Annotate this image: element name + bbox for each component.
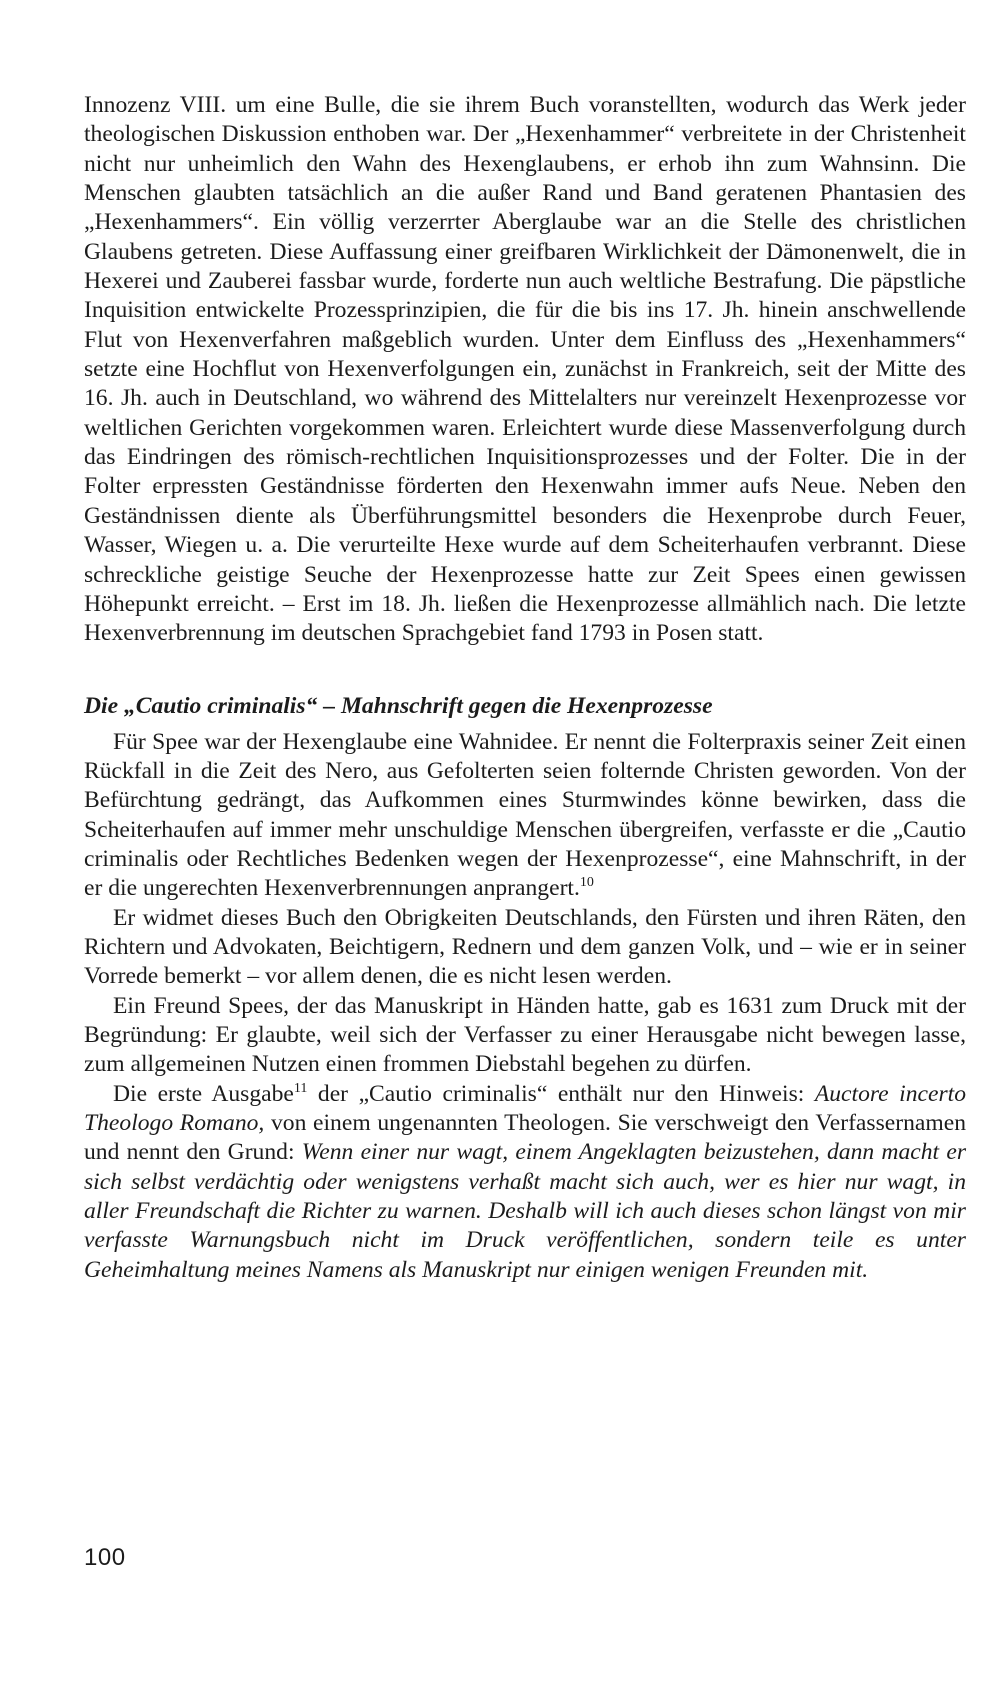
latin-quote: Auctore incerto Theologo Romano,	[84, 1080, 966, 1136]
paragraph-erste-ausgabe-start: Die erste Ausgabe	[113, 1080, 294, 1107]
paragraph-hexenhammer: Innozenz VIII. um eine Bulle, die sie ihrem Buch voranstellten, wodurch das Werk jeder theologischen Diskussion enthoben war. Der „Hexenhammer“ verbreitete in der Christenheit nicht nur unheimlich den Wahn des Hexenglaubens, er erhob ihn zum Wahnsinn. Die Menschen glaubten tatsächlich an die außer Rand und Band geratenen Phantasien des „Hexenhammers“. Ein völlig verzerrter Aberglaube war an die Stelle des christlichen Glaubens getreten. Diese Auffassung einer greifbaren Wirklichkeit der Dämonenwelt, die in Hexerei und Zauberei fassbar wurde, forderte nun auch weltliche Bestrafung. Die päpstliche Inquisition entwickelte Prozessprinzipien, die für die bis ins 17. Jh. hinein anschwellende Flut von Hexenverfahren maßgeblich wurden. Unter dem Einfluss des „Hexenhammers“ setzte eine Hochflut von Hexenverfolgungen ein, zunächst in Frankreich, seit der Mitte des 16. Jh. auch in Deutschland, wo während des Mittelalters nur vereinzelt Hexenprozesse vor weltlichen Gerichten vorgekommen waren. Erleichtert wurde diese Massenverfolgung durch das Eindringen des römisch-rechtlichen Inquisitionsprozesses und der Folter. Die in der Folter erpressten Geständnisse förderten den Hexenwahn immer aufs Neue. Neben den Geständnissen diente als Überführungsmittel besonders die Hexenprobe durch Feuer, Wasser, Wiegen u. a. Die verurteilte Hexe wurde auf dem Scheiterhaufen verbrannt. Diese schreckliche geistige Seuche der Hexenprozesse hatte zur Zeit Spees einen gewissen Höhepunkt erreicht. – Erst im 18. Jh. ließen die Hexenprozesse allmählich nach. Die letzte Hexenverbrennung im deutschen Sprachgebiet fand 1793 in Posen statt.	[84, 92, 966, 647]
paragraph-erste-ausgabe	[84, 1080, 966, 1285]
page-body	[84, 91, 966, 1285]
page-number: 100	[84, 1544, 126, 1571]
paragraph-erste-ausgabe-hinweis: der „Cautio criminalis“ enthält nur den Hinweis:	[307, 1080, 815, 1107]
section-heading: Die „Cautio criminalis“ – Mahnschrift gegen die Hexenprozesse	[84, 692, 713, 719]
paragraph-wahnidee	[84, 728, 966, 904]
paragraph-freund: Ein Freund Spees, der das Manuskript in Händen hatte, gab es 1631 zum Druck mit der Begründung: Er glaubte, weil sich der Verfasser zu einer Herausgabe nicht bewegen lasse, zum allgemeinen Nutzen einen frommen Diebstahl begehen zu dürfen.	[84, 992, 966, 1078]
paragraph-erste-ausgabe-grund: von einem ungenannten Theologen. Sie verschweigt den Verfassernamen und nennt den Grund:	[84, 1110, 966, 1166]
italic-quotation: Wenn einer nur wagt, einem Angeklagten beizustehen, dann macht er sich selbst verdächtig oder wenigstens verhaßt macht sich auch, wer es hier nur wagt, in aller Freundschaft die Richter zu warnen. Deshalb will ich auch dieses schon längst von mir verfasste Warnungsbuch nicht im Druck veröffentlichen, sondern teile es unter Geheimhaltung meines Namens als Manuskript nur einigen wenigen Freunden mit.	[84, 1139, 967, 1283]
footnote-marker-10[interactable]: 10	[579, 875, 594, 891]
paragraph-widmung: Er widmet dieses Buch den Obrigkeiten Deutschlands, den Fürsten und ihren Räten, den Richtern und Advokaten, Beichtigern, Rednern und dem ganzen Volk, und – wie er in seiner Vorrede bemerkt – vor allem denen, die es nicht lesen werden.	[84, 904, 966, 990]
footnote-marker-11[interactable]: 11	[293, 1080, 308, 1096]
paragraph-wahnidee-text: Für Spee war der Hexenglaube eine Wahnidee. Er nennt die Folterpraxis seiner Zeit einen Rückfall in die Zeit des Nero, aus Gefolterten seien folternde Christen geworden. Von der Befürchtung gedrängt, das Aufkommen eines Sturmwindes könne bewirken, dass die Scheiterhaufen auf immer mehr unschuldige Menschen übergreifen, verfasste er die „Cautio criminalis oder Rechtliches Bedenken wegen der Hexenprozesse“, eine Mahnschrift, in der er die ungerechten Hexenverbrennungen anprangert.	[84, 728, 966, 902]
